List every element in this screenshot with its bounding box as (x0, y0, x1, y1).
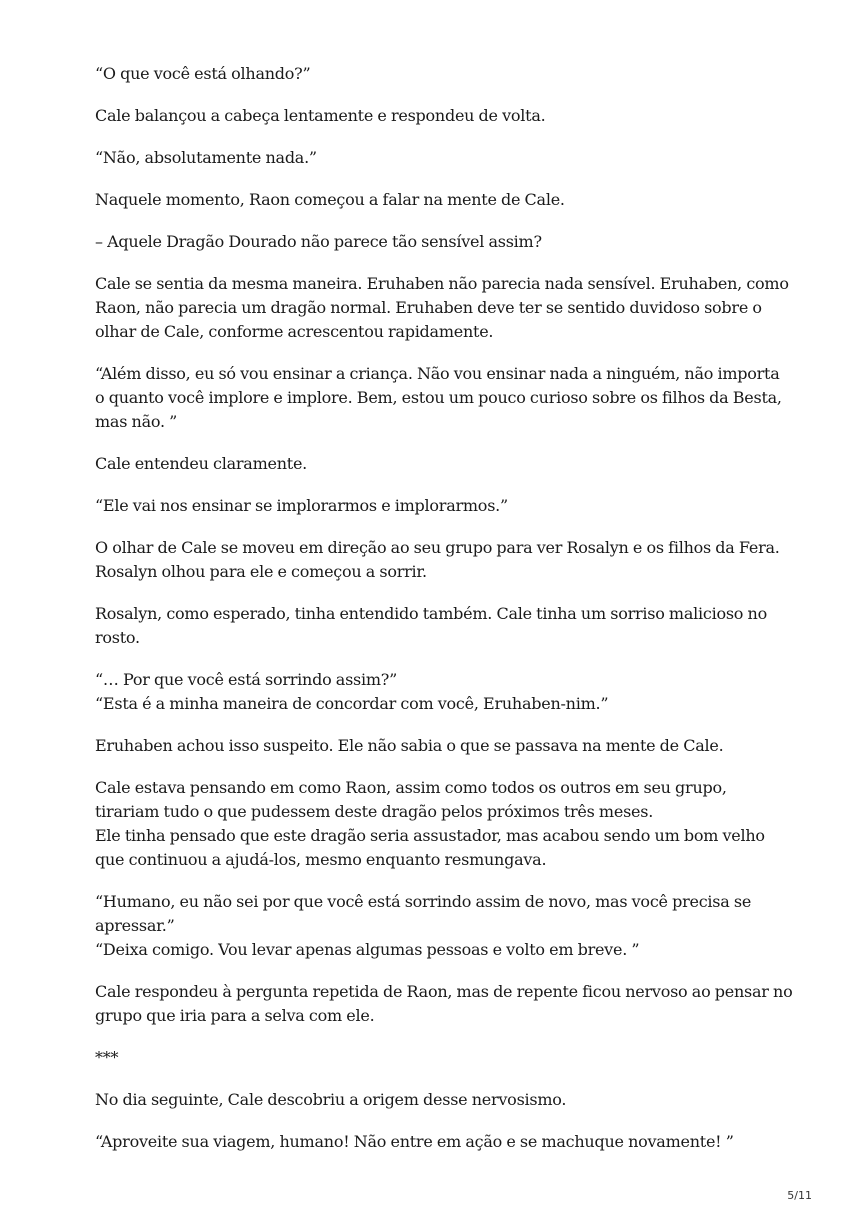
text-line: “Humano, eu não sei por que você está sorrindo assim de novo, mas você precisa se (95, 892, 752, 911)
text-line: No dia seguinte, Cale descobriu a origem desse nervosismo. (95, 1090, 567, 1109)
text-line: *** (95, 1048, 119, 1067)
paragraph (95, 188, 785, 212)
section-separator (95, 1046, 785, 1070)
paragraph (95, 362, 785, 434)
paragraph (95, 1130, 785, 1154)
paragraph (95, 536, 785, 584)
text-line: tirariam tudo o que pudessem deste dragão pelos próximos três meses. (95, 802, 654, 821)
text-line: “Esta é a minha maneira de concordar com você, Eruhaben-nim.” (95, 694, 609, 713)
paragraph (95, 452, 785, 476)
paragraph (95, 146, 785, 170)
text-line: Cale se sentia da mesma maneira. Eruhaben não parecia nada sensível. Eruhaben, como (95, 274, 789, 293)
text-line: olhar de Cale, conforme acrescentou rapidamente. (95, 322, 494, 341)
paragraph (95, 104, 785, 128)
text-line: Rosalyn olhou para ele e começou a sorrir. (95, 562, 427, 581)
document-body (95, 62, 793, 1172)
text-line: mas não. ” (95, 412, 178, 431)
text-line: “Aproveite sua viagem, humano! Não entre em ação e se machuque novamente! ” (95, 1132, 734, 1151)
text-line: Cale entendeu claramente. (95, 454, 308, 473)
paragraph (95, 602, 785, 650)
paragraph (95, 272, 789, 344)
paragraph (95, 494, 785, 518)
text-line: “Ele vai nos ensinar se implorarmos e implorarmos.” (95, 496, 508, 515)
page-number: 5/11 (787, 1189, 812, 1202)
text-line: rosto. (95, 628, 140, 647)
text-line: “Além disso, eu só vou ensinar a criança. Não vou ensinar nada a ninguém, não importa (95, 364, 780, 383)
text-line: Cale respondeu à pergunta repetida de Raon, mas de repente ficou nervoso ao pensar no (95, 982, 793, 1001)
text-line: apressar.” (95, 916, 175, 935)
paragraph (95, 734, 785, 758)
paragraph (95, 776, 785, 872)
paragraph (95, 62, 785, 86)
text-line: grupo que iria para a selva com ele. (95, 1006, 375, 1025)
paragraph (95, 890, 785, 962)
paragraph (95, 980, 793, 1028)
text-line: Naquele momento, Raon começou a falar na mente de Cale. (95, 190, 565, 209)
paragraph (95, 1088, 785, 1112)
text-line: Cale estava pensando em como Raon, assim como todos os outros em seu grupo, (95, 778, 727, 797)
text-line: Ele tinha pensado que este dragão seria assustador, mas acabou sendo um bom velho (95, 826, 765, 845)
text-line: “… Por que você está sorrindo assim?” (95, 670, 398, 689)
paragraph (95, 668, 785, 716)
text-line: Cale balançou a cabeça lentamente e respondeu de volta. (95, 106, 546, 125)
text-line: Raon, não parecia um dragão normal. Eruhaben deve ter se sentido duvidoso sobre o (95, 298, 762, 317)
text-line: Eruhaben achou isso suspeito. Ele não sabia o que se passava na mente de Cale. (95, 736, 724, 755)
paragraph (95, 230, 785, 254)
text-line: “Deixa comigo. Vou levar apenas algumas pessoas e volto em breve. ” (95, 940, 640, 959)
text-line: – Aquele Dragão Dourado não parece tão sensível assim? (95, 232, 542, 251)
text-line: “O que você está olhando?” (95, 64, 311, 83)
text-line: O olhar de Cale se moveu em direção ao seu grupo para ver Rosalyn e os filhos da Fera. (95, 538, 780, 557)
text-line: “Não, absolutamente nada.” (95, 148, 317, 167)
text-line: que continuou a ajudá-los, mesmo enquanto resmungava. (95, 850, 547, 869)
text-line: o quanto você implore e implore. Bem, estou um pouco curioso sobre os filhos da Besta, (95, 388, 782, 407)
text-line: Rosalyn, como esperado, tinha entendido também. Cale tinha um sorriso malicioso no (95, 604, 767, 623)
